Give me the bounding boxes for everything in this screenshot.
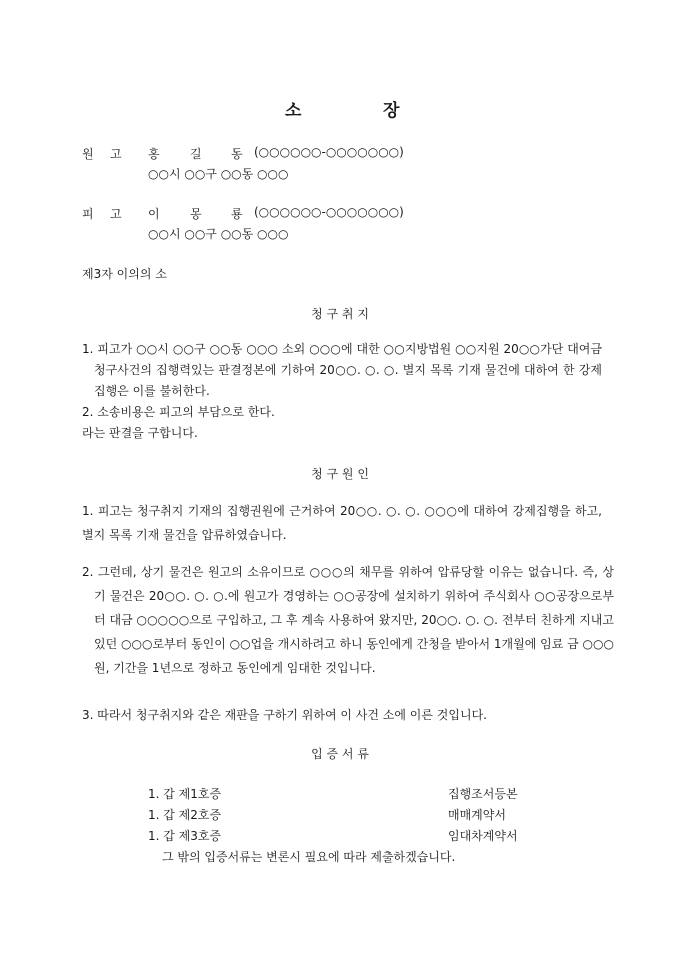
- defendant-id: (○○○○○○-○○○○○○○): [254, 205, 404, 219]
- evidence-doc-1: 집행조서등본: [448, 787, 518, 801]
- defendant-name-2: 몽: [190, 207, 202, 221]
- evidence-doc-2: 매매계약서: [448, 808, 506, 822]
- plaintiff-name-2: 길: [190, 147, 202, 161]
- plaintiff-id: (○○○○○○-○○○○○○○): [254, 145, 404, 159]
- plaintiff-role-2: 고: [110, 147, 122, 161]
- cause-item-3: 3. 따라서 청구취지와 같은 재판을 구하기 위하여 이 사건 소에 이른 것입니다.: [82, 708, 487, 722]
- plaintiff-name-1: 홍: [148, 147, 160, 161]
- plaintiff-address: ○○시 ○○구 ○○동 ○○○: [148, 167, 289, 181]
- plaintiff-name-3: 동: [231, 147, 243, 161]
- evidence-label-3: 1. 갑 제3호증: [148, 829, 222, 843]
- plaintiff-role-1: 원: [82, 147, 94, 161]
- evidence-note: 그 밖의 입증서류는 변론시 필요에 따라 제출하겠습니다.: [162, 850, 456, 864]
- claim-conclusion: 라는 판결을 구합니다.: [82, 426, 198, 440]
- title-char-1: 소: [285, 101, 302, 121]
- evidence-heading: 입 증 서 류: [311, 747, 369, 761]
- claim-item-2: 2. 소송비용은 피고의 부담으로 한다.: [82, 405, 275, 419]
- claim-item-1: 1. 피고가 ○○시 ○○구 ○○동 ○○○ 소외 ○○○에 대한 ○○지방법원 ○○지원 20○○가단 대여금 청구사건의 집행력있는 판결정본에 기하여 20○○. ○. ○. 별지 목록 기재 물건에 대하여 한 강제집행은 이를 불허한다.: [82, 342, 602, 398]
- defendant-role-2: 고: [110, 207, 122, 221]
- evidence-label-1: 1. 갑 제1호증: [148, 787, 222, 801]
- evidence-doc-3: 임대차계약서: [448, 829, 518, 843]
- cause-item-1: 1. 피고는 청구취지 기재의 집행권원에 근거하여 20○○. ○. ○. ○○○에 대하여 강제집행을 하고, 별지 목록 기재 물건을 압류하였습니다.: [82, 504, 602, 542]
- cause-item-2: 2. 그런데, 상기 물건은 원고의 소유이므로 ○○○의 채무를 위하여 압류당할 이유는 없습니다. 즉, 상기 물건은 20○○. ○. ○.에 원고가 경영하는 ○○공장에 설치하기 위하여 주식회사 ○○공장으로부터 대금 ○○○○○으로 구입하고, 그 후 계속 사용하여 왔지만, 20○○. ○. ○. 전부터 친하게 지내고 있던 ○○○로부터 동인이 ○○업을 개시하려고 하니 동인에게 간청을 받아서 1개월에 임료 금 ○○○원, 기간을 1년으로 정하고 동인에게 임대한 것입니다.: [82, 565, 614, 675]
- case-name: 제3자 이의의 소: [82, 267, 167, 281]
- defendant-address: ○○시 ○○구 ○○동 ○○○: [148, 227, 289, 241]
- title-char-2: 장: [383, 101, 400, 121]
- defendant-name-1: 이: [148, 207, 160, 221]
- cause-heading: 청 구 원 인: [311, 467, 369, 481]
- claim-heading: 청 구 취 지: [311, 307, 369, 321]
- defendant-role-1: 피: [82, 207, 94, 221]
- claim-section: [82, 339, 602, 444]
- defendant-name-3: 룡: [231, 207, 243, 221]
- evidence-label-2: 1. 갑 제2호증: [148, 808, 222, 822]
